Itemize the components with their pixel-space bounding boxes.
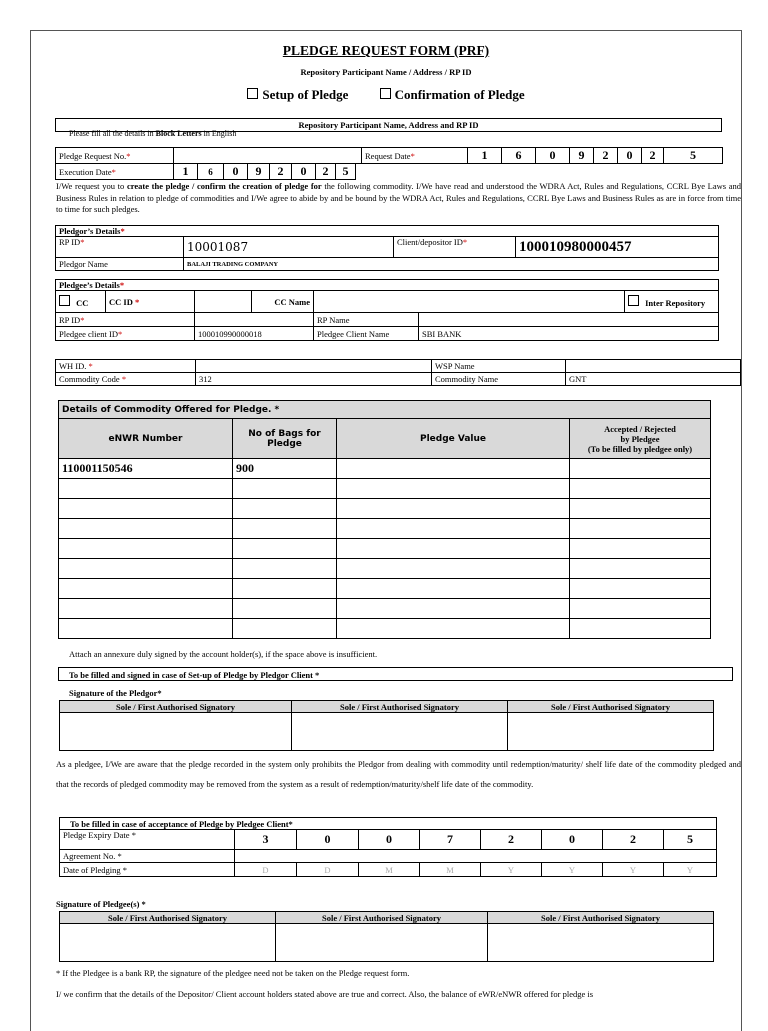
accepted-cell[interactable]: [570, 599, 711, 619]
accepted-cell[interactable]: [570, 559, 711, 579]
expiry-digit[interactable]: 0: [542, 830, 603, 850]
pledgor-signature-table: [59, 700, 714, 751]
spacer: [356, 164, 723, 180]
wh-id-label: WH ID. *: [56, 360, 196, 373]
expiry-digit[interactable]: 2: [603, 830, 664, 850]
wsp-name-input[interactable]: [566, 360, 741, 373]
col-value-header: Pledge Value: [337, 419, 570, 459]
enwr-cell[interactable]: [59, 519, 233, 539]
accepted-cell[interactable]: [570, 619, 711, 639]
bags-cell[interactable]: [233, 559, 337, 579]
confirmation-option[interactable]: Confirmation of Pledge: [380, 87, 525, 102]
wh-id-input[interactable]: [196, 360, 432, 373]
accepted-cell[interactable]: [570, 459, 711, 479]
cc-id-input[interactable]: [195, 291, 252, 313]
req-date-digit[interactable]: 0: [536, 148, 570, 164]
wsp-name-label: WSP Name: [432, 360, 566, 373]
pledgor-rp-id[interactable]: 10001087: [184, 237, 394, 258]
pledgor-name-label: Pledgor Name: [56, 258, 184, 271]
pledgor-heading: Pledgor’s Details*: [56, 226, 719, 237]
table-row: [59, 539, 711, 559]
value-cell[interactable]: [337, 459, 570, 479]
value-cell[interactable]: [337, 559, 570, 579]
bags-cell[interactable]: [233, 479, 337, 499]
exec-date-digit[interactable]: 1: [174, 164, 198, 180]
pledging-date-digit[interactable]: Y: [664, 863, 717, 877]
value-cell[interactable]: [337, 539, 570, 559]
enwr-cell[interactable]: [59, 599, 233, 619]
accepted-cell[interactable]: [570, 499, 711, 519]
bags-cell[interactable]: 900: [233, 459, 337, 479]
accepted-cell[interactable]: [570, 579, 711, 599]
sig-col-header: Sole / First Authorised Signatory: [60, 701, 292, 713]
cc-id-label: CC ID *: [106, 291, 195, 313]
exec-date-digit[interactable]: 0: [224, 164, 248, 180]
cc-checkbox[interactable]: [59, 295, 70, 306]
pledgor-rp-id-label: RP ID*: [56, 237, 184, 258]
intro-paragraph: I/We request you to create the pledge / confirm the creation of pledge for the following commodity. I/We have read and understood the WDRA Act, Rules and Regulations, CCRL Bye Laws and Business Rules in relation to pledge of commodities and I/We agree to abide by and be bound by the WDRA Act, Rules and Regulations, CCRL Bye Laws and Business Rules as are in force from time to time for such pledges.: [56, 181, 742, 214]
pledgor-signature-label: Signature of the Pledgor*: [69, 688, 162, 698]
expiry-digit[interactable]: 0: [297, 830, 359, 850]
instruction-text: Please fill all the details in Block Letters in English: [69, 129, 237, 138]
exec-date-digit[interactable]: 6: [198, 164, 224, 180]
table-row: [59, 579, 711, 599]
table-row: [59, 479, 711, 499]
signature-box[interactable]: [292, 713, 508, 751]
bags-cell[interactable]: [233, 519, 337, 539]
pledgee-table: [55, 279, 719, 341]
accepted-cell[interactable]: [570, 539, 711, 559]
expiry-date-label: Pledge Expiry Date *: [60, 830, 235, 850]
bags-cell[interactable]: [233, 539, 337, 559]
expiry-digit[interactable]: 5: [664, 830, 717, 850]
pledging-date-digit[interactable]: Y: [481, 863, 542, 877]
exec-date-digit[interactable]: 2: [316, 164, 336, 180]
req-date-digit[interactable]: 2: [642, 148, 664, 164]
enwr-cell[interactable]: [59, 479, 233, 499]
pledgee-rp-id-label: RP ID*: [56, 313, 195, 327]
form-subtitle: Repository Participant Name / Address / RP ID: [300, 67, 472, 77]
pledgee-signature-table: [59, 911, 714, 962]
value-cell[interactable]: [337, 579, 570, 599]
value-cell[interactable]: [337, 479, 570, 499]
pledgee-heading: Pledgee’s Details*: [56, 280, 719, 291]
req-date-digit[interactable]: 0: [618, 148, 642, 164]
value-cell[interactable]: [337, 519, 570, 539]
pledgee-note: As a pledgee, I/We are aware that the pledge recorded in the system only prohibits the Pledgor from dealing with commodity until redemption/maturity/ shelf life date of the commodity pledged and that the records of pledged commodity may be removed from the system as a result of redemption/maturity/shelf life date of the commodity.: [56, 759, 741, 789]
cc-name-label: CC Name: [252, 291, 314, 313]
req-date-digit[interactable]: 1: [468, 148, 502, 164]
enwr-cell[interactable]: [59, 539, 233, 559]
pledge-request-form: [30, 30, 742, 1031]
exec-date-digit[interactable]: 9: [248, 164, 270, 180]
expiry-digit[interactable]: 2: [481, 830, 542, 850]
bags-cell[interactable]: [233, 579, 337, 599]
commodity-name[interactable]: GNT: [566, 373, 741, 386]
pledgee-rp-id-input[interactable]: [195, 313, 314, 327]
pledgee-client-id[interactable]: 100010990000018: [195, 327, 314, 341]
acceptance-table: [59, 817, 717, 877]
request-table: [55, 147, 723, 180]
annexure-note: Attach an annexure duly signed by the account holder(s), if the space above is insufficient.: [69, 649, 378, 659]
pledging-date-digit[interactable]: M: [359, 863, 420, 877]
agreement-no-label: Agreement No. *: [60, 850, 235, 863]
pledging-date-digit[interactable]: Y: [603, 863, 664, 877]
table-row: [59, 499, 711, 519]
signature-box[interactable]: [508, 713, 714, 751]
pledgor-name[interactable]: BALAJI TRADING COMPANY: [184, 258, 719, 271]
inter-repo-option[interactable]: Inter Repository: [625, 291, 719, 313]
col-enwr-header: eNWR Number: [59, 419, 233, 459]
form-title: PLEDGE REQUEST FORM (PRF): [282, 43, 490, 58]
pledgee-rp-name-input[interactable]: [419, 313, 719, 327]
execution-date-label: Execution Date*: [56, 164, 174, 180]
value-cell[interactable]: [337, 619, 570, 639]
req-date-digit[interactable]: 6: [502, 148, 536, 164]
bags-cell[interactable]: [233, 619, 337, 639]
date-of-pledging-label: Date of Pledging *: [60, 863, 235, 877]
pledgee-client-name-label: Pledgee Client Name: [314, 327, 419, 341]
pledgee-rp-name-label: RP Name: [314, 313, 419, 327]
table-row: [59, 559, 711, 579]
expiry-digit[interactable]: 3: [235, 830, 297, 850]
sig-col-header: Sole / First Authorised Signatory: [488, 912, 714, 924]
pledgee-client-name[interactable]: SBI BANK: [419, 327, 719, 341]
pledgor-table: [55, 225, 719, 271]
agreement-no-input[interactable]: [235, 850, 717, 863]
bags-cell[interactable]: [233, 499, 337, 519]
request-date-label: Request Date*: [362, 148, 468, 164]
warehouse-table: [55, 359, 741, 386]
expiry-digit[interactable]: 0: [359, 830, 420, 850]
acceptance-heading: To be filled in case of acceptance of Pledge by Pledgee Client*: [60, 818, 717, 830]
table-row: [59, 619, 711, 639]
value-cell[interactable]: [337, 599, 570, 619]
sig-col-header: Sole / First Authorised Signatory: [60, 912, 276, 924]
accepted-cell[interactable]: [570, 479, 711, 499]
signature-box[interactable]: [60, 713, 292, 751]
req-date-digit[interactable]: 5: [664, 148, 723, 164]
req-date-digit[interactable]: 2: [594, 148, 618, 164]
sig-col-header: Sole / First Authorised Signatory: [508, 701, 714, 713]
table-row: [59, 599, 711, 619]
col-accepted-header: Accepted / Rejected by Pledgee (To be filled by pledgee only): [570, 419, 711, 459]
sig-col-header: Sole / First Authorised Signatory: [292, 701, 508, 713]
sig-col-header: Sole / First Authorised Signatory: [276, 912, 488, 924]
table-row: [59, 459, 711, 479]
accepted-cell[interactable]: [570, 519, 711, 539]
pledging-date-digit[interactable]: M: [420, 863, 481, 877]
signature-box[interactable]: [276, 924, 488, 962]
pledging-date-digit[interactable]: D: [297, 863, 359, 877]
setup-checkbox[interactable]: [247, 88, 258, 99]
req-date-digit[interactable]: 9: [570, 148, 594, 164]
enwr-cell[interactable]: [59, 619, 233, 639]
pledgee-signature-label: Signature of Pledgee(s) *: [56, 899, 146, 909]
signature-box[interactable]: [488, 924, 714, 962]
setup-heading: To be filled and signed in case of Set-up of Pledge by Pledgor Client *: [58, 667, 733, 681]
enwr-cell[interactable]: [59, 559, 233, 579]
confirmation-text: I/ we confirm that the details of the Depositor/ Client account holders stated above are true and correct. Also, the balance of eWR/eNWR offered for pledge is: [56, 989, 594, 999]
confirmation-checkbox[interactable]: [380, 88, 391, 99]
commodity-heading: Details of Commodity Offered for Pledge. *: [59, 401, 711, 419]
table-row: [59, 519, 711, 539]
bags-cell[interactable]: [233, 599, 337, 619]
exec-date-digit[interactable]: 0: [292, 164, 316, 180]
inter-repo-checkbox[interactable]: [628, 295, 639, 306]
exec-date-digit[interactable]: 2: [270, 164, 292, 180]
commodity-name-label: Commodity Name: [432, 373, 566, 386]
enwr-cell[interactable]: [59, 499, 233, 519]
request-no-input[interactable]: [174, 148, 362, 164]
expiry-digit[interactable]: 7: [420, 830, 481, 850]
bank-rp-note: * If the Pledgee is a bank RP, the signature of the pledgee need not be taken on the Pledge request form.: [56, 968, 410, 978]
commodity-table: [58, 400, 711, 639]
pledgor-client-id[interactable]: 100010980000457: [516, 237, 719, 258]
exec-date-digit[interactable]: 5: [336, 164, 356, 180]
enwr-cell[interactable]: 110001150546: [59, 459, 233, 479]
pledge-type-options: [31, 87, 741, 103]
enwr-cell[interactable]: [59, 579, 233, 599]
cc-option[interactable]: CC: [56, 291, 106, 313]
commodity-code[interactable]: 312: [196, 373, 432, 386]
pledgee-client-id-label: Pledgee client ID*: [56, 327, 195, 341]
pledging-date-digit[interactable]: D: [235, 863, 297, 877]
commodity-code-label: Commodity Code *: [56, 373, 196, 386]
setup-option[interactable]: Setup of Pledge: [247, 87, 348, 102]
rp-name-box: Repository Participant Name, Address and RP ID: [55, 118, 722, 132]
pledgor-client-id-label: Client/depositor ID*: [394, 237, 516, 258]
signature-box[interactable]: [60, 924, 276, 962]
col-bags-header: No of Bags for Pledge: [233, 419, 337, 459]
cc-name-input[interactable]: [314, 291, 625, 313]
pledging-date-digit[interactable]: Y: [542, 863, 603, 877]
value-cell[interactable]: [337, 499, 570, 519]
request-no-label: Pledge Request No.*: [56, 148, 174, 164]
